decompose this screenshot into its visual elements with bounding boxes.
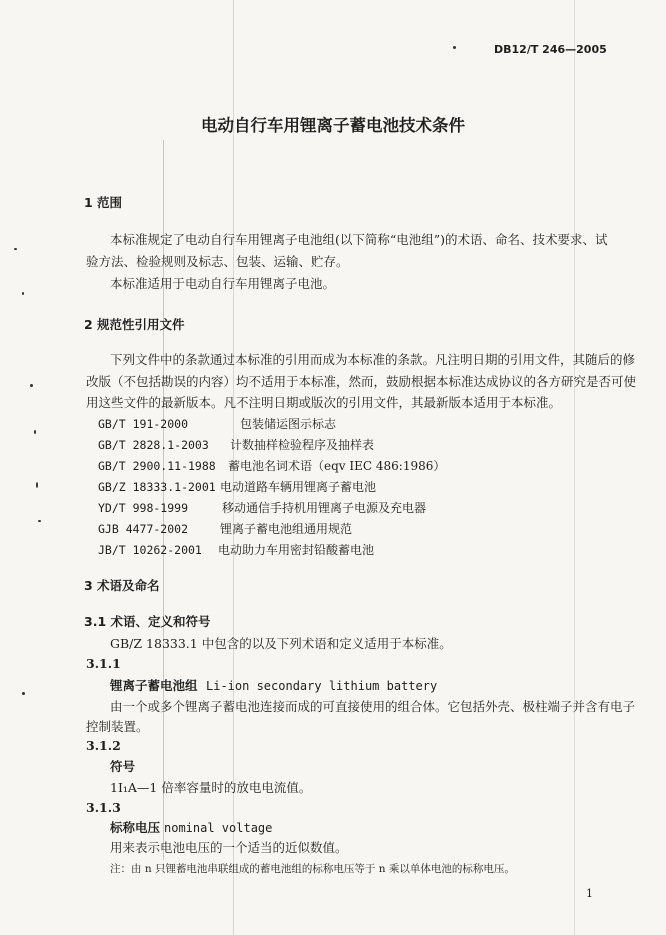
clause-3-1-3-definition: 用来表示电池电压的一个适当的近似数值。 [110, 840, 348, 855]
section-1-paragraph-2: 本标准适用于电动自行车用锂离子电池。 [110, 276, 336, 291]
reference-code: GB/T 191-2000 [98, 417, 189, 431]
clause-3-1-3-number: 3.1.3 [86, 800, 121, 815]
section-2-intro-line-3: 用这些文件的最新版本。凡不注明日期或版次的引用文件，其最新版本适用于本标准。 [86, 395, 562, 410]
subsection-3-1-heading: 3.1 术语、定义和符号 [84, 614, 211, 629]
reference-title: 锂离子蓄电池组通用规范 [220, 522, 353, 536]
scan-speck [22, 692, 25, 695]
reference-title: 电动助力车用密封铅酸蓄电池 [218, 543, 375, 557]
scan-speck [36, 482, 38, 488]
section-1-heading: 1 范围 [84, 195, 123, 210]
section-1-paragraph-1-line-2: 验方法、检验规则及标志、包装、运输、贮存。 [86, 254, 349, 269]
reference-code: YD/T 998-1999 [98, 501, 189, 515]
clause-3-1-1-definition-line-2: 控制装置。 [86, 719, 149, 734]
document-title: 电动自行车用锂离子蓄电池技术条件 [201, 116, 465, 135]
section-2-intro-line-2: 改版（不包括勘误的内容）均不适用于本标准，然而，鼓励根据本标准达成协议的各方研究是否可使 [86, 374, 637, 389]
reference-title: 电动道路车辆用锂离子蓄电池 [220, 480, 377, 494]
clause-3-1-3-term-cn: 标称电压 [110, 820, 161, 835]
section-3-heading: 3 术语及命名 [84, 578, 160, 593]
clause-3-1-2-number: 3.1.2 [86, 738, 121, 753]
reference-code: GB/T 2900.11-1988 [98, 459, 216, 473]
clause-3-1-1-number: 3.1.1 [86, 656, 121, 671]
clause-3-1-1-definition-line-1: 由一个或多个锂离子蓄电池连接而成的可直接使用的组合体。它包括外壳、极柱端子并含有电子 [110, 699, 636, 714]
scan-fold-line-3 [574, 0, 575, 935]
section-2-heading: 2 规范性引用文件 [84, 317, 185, 332]
clause-3-1-1-term-cn: 锂离子蓄电池组 [110, 678, 198, 693]
reference-code: JB/T 10262-2001 [98, 543, 202, 557]
document-code: DB12/T 246—2005 [494, 43, 607, 56]
clause-3-1-3-term-en: nominal voltage [164, 821, 273, 835]
reference-code: GB/Z 18333.1-2001 [98, 480, 216, 494]
reference-title: 包装储运图示标志 [240, 417, 337, 431]
scan-speck [22, 292, 24, 295]
clause-3-1-2-definition: 1I₁A—1 倍率容量时的放电电流值。 [110, 780, 312, 795]
reference-title: 移动通信手持机用锂离子电源及充电器 [222, 501, 427, 515]
reference-title: 蓄电池名词术语（eqv IEC 486:1986） [228, 459, 446, 473]
section-2-intro-line-1: 下列文件中的条款通过本标准的引用而成为本标准的条款。凡注明日期的引用文件，其随后的修 [110, 352, 636, 367]
reference-code: GB/T 2828.1-2003 [98, 438, 209, 452]
subsection-3-1-text: GB/Z 18333.1 中包含的以及下列术语和定义适用于本标准。 [110, 636, 452, 651]
scan-speck [30, 384, 33, 387]
section-1-paragraph-1-line-1: 本标准规定了电动自行车用锂离子电池组(以下简称“电池组”)的术语、命名、技术要求、试 [110, 232, 608, 247]
clause-3-1-1-term-en: Li-ion secondary lithium battery [206, 679, 438, 693]
page-number: 1 [586, 887, 593, 900]
reference-title: 计数抽样检验程序及抽样表 [230, 438, 375, 452]
clause-3-1-2-term: 符号 [110, 759, 136, 774]
scan-speck [453, 46, 456, 49]
scan-speck [14, 248, 17, 250]
scan-speck [38, 520, 41, 522]
scan-speck [34, 430, 36, 434]
reference-code: GJB 4477-2002 [98, 522, 189, 536]
clause-3-1-3-note: 注：由 n 只锂蓄电池串联组成的蓄电池组的标称电压等于 n 乘以单体电池的标称电压。 [110, 863, 515, 875]
